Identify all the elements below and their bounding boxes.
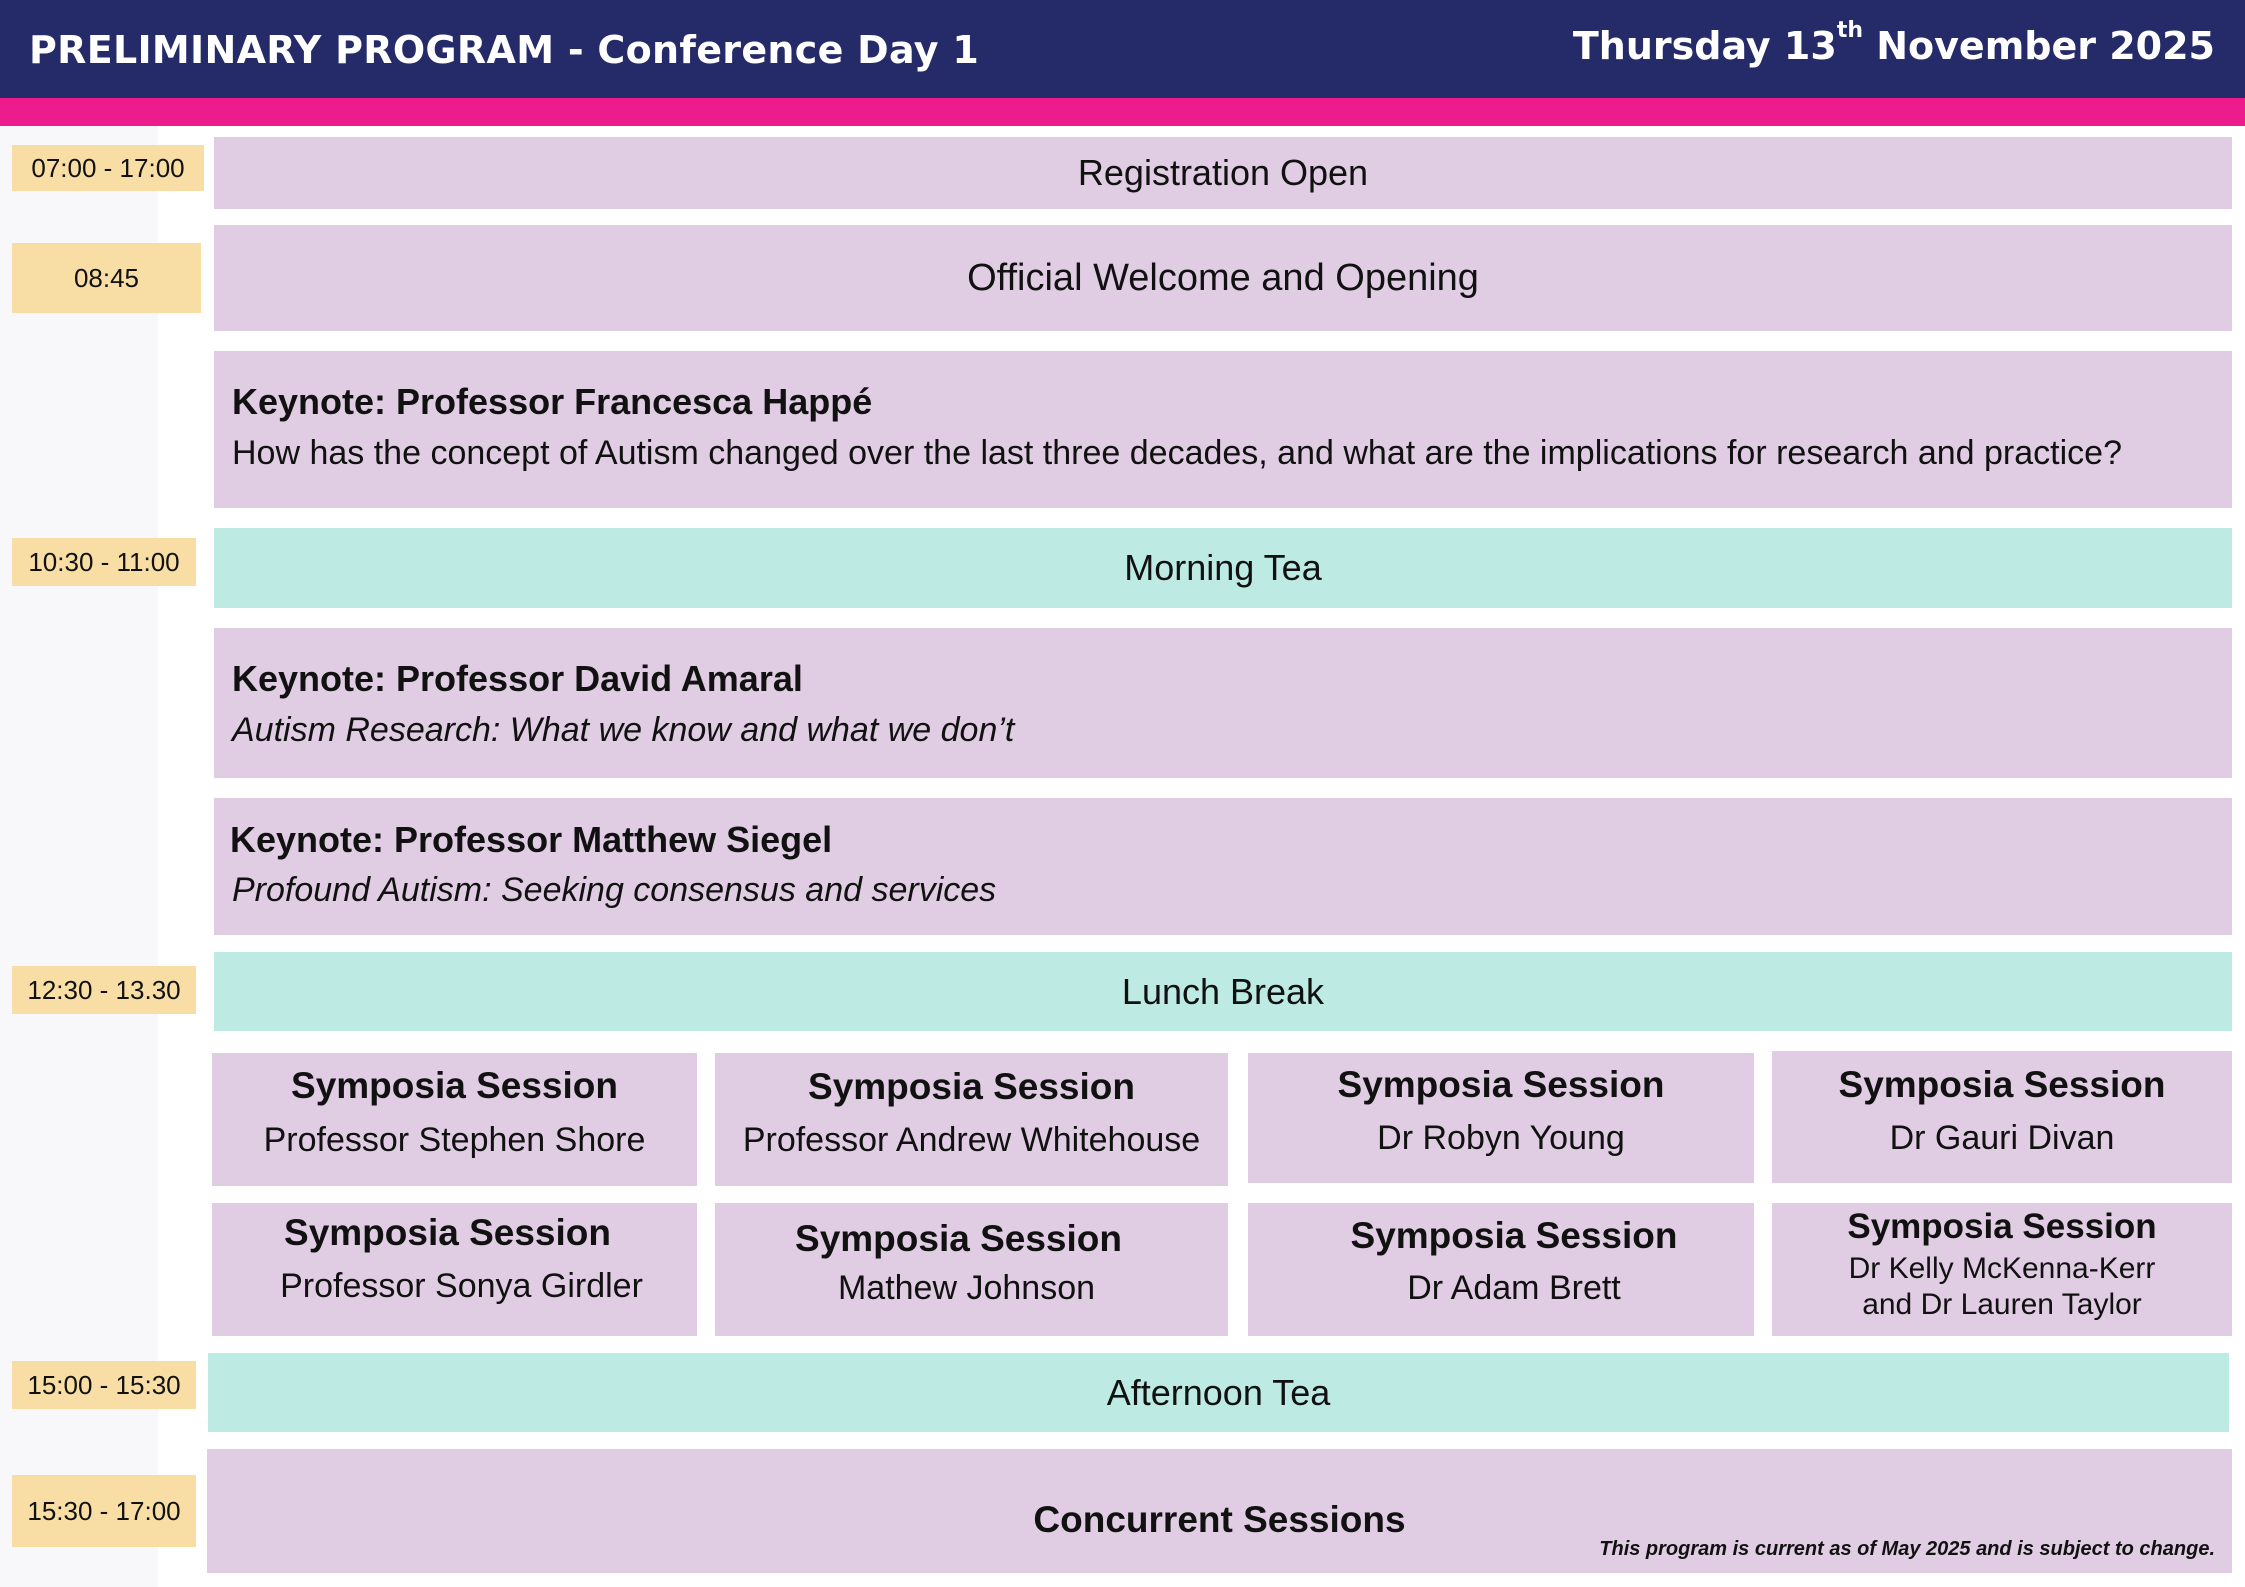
welcome-label: Official Welcome and Opening	[967, 256, 1479, 299]
symposium-4-presenter: Dr Gauri Divan	[1889, 1119, 2115, 1157]
symposium-7-title: Symposia Session	[1350, 1215, 1678, 1256]
time-afternoon-tea: 15:00 - 15:30	[12, 1361, 196, 1409]
keynote-1	[214, 351, 2232, 508]
symposium-2-presenter: Professor Andrew Whitehouse	[742, 1121, 1201, 1159]
symposium-7-presenter: Dr Adam Brett	[1407, 1269, 1621, 1307]
program-title: PRELIMINARY PROGRAM - Conference Day 1	[29, 28, 980, 72]
time-registration: 07:00 - 17:00	[12, 145, 204, 191]
symposium-5-presenter: Professor Sonya Girdler	[280, 1267, 643, 1305]
symposium-8-title: Symposia Session	[1847, 1207, 2157, 1246]
symposium-4-title: Symposia Session	[1838, 1064, 2166, 1105]
morning-tea-block	[214, 528, 2232, 608]
program-date	[1572, 18, 2215, 68]
time-welcome: 08:45	[12, 243, 201, 313]
symposium-6-presenter: Mathew Johnson	[837, 1269, 1096, 1307]
afternoon-tea-label: Afternoon Tea	[1106, 1371, 1331, 1413]
symposium-1-presenter: Professor Stephen Shore	[263, 1121, 646, 1159]
disclaimer: This program is current as of May 2025 and is subject to change.	[1599, 1538, 2215, 1560]
symposium-7	[1248, 1203, 1754, 1336]
symposium-5	[212, 1203, 697, 1336]
concurrent-block	[207, 1449, 2232, 1573]
keynote-2-subtitle: Autism Research: What we know and what we don’t	[232, 711, 1015, 749]
morning-tea-label: Morning Tea	[1124, 547, 1322, 588]
keynote-3-title: Keynote: Professor Matthew Siegel	[230, 819, 833, 860]
afternoon-tea-block	[208, 1353, 2229, 1432]
symposium-3-title: Symposia Session	[1337, 1064, 1665, 1105]
symposium-3	[1248, 1053, 1754, 1183]
keynote-3-subtitle: Profound Autism: Seeking consensus and services	[232, 871, 997, 909]
symposium-5-title: Symposia Session	[284, 1212, 611, 1253]
symposium-3-presenter: Dr Robyn Young	[1377, 1119, 1625, 1157]
concurrent-label: Concurrent Sessions	[1033, 1499, 1406, 1540]
date-rest: November 2025	[1863, 24, 2215, 68]
lunch-block	[214, 952, 2232, 1031]
symposium-8	[1772, 1203, 2232, 1336]
lunch-label: Lunch Break	[1121, 970, 1325, 1012]
symposium-6	[715, 1203, 1228, 1336]
registration-label: Registration Open	[1077, 152, 1369, 193]
keynote-1-subtitle: How has the concept of Autism changed over the last three decades, and what are the implications for research and practice?	[232, 434, 2122, 472]
date-prefix: Thursday 13	[1572, 24, 1837, 68]
time-morning-tea: 10:30 - 11:00	[12, 538, 196, 586]
keynote-2	[214, 628, 2232, 778]
accent-bar	[0, 98, 2245, 126]
symposium-1-title: Symposia Session	[291, 1065, 618, 1106]
welcome-block	[214, 225, 2232, 331]
keynote-1-title: Keynote: Professor Francesca Happé	[232, 381, 873, 422]
symposium-8-presenter-2: and Dr Lauren Taylor	[1862, 1288, 2142, 1321]
time-concurrent: 15:30 - 17:00	[12, 1475, 196, 1547]
registration-block	[214, 137, 2232, 209]
symposium-2	[715, 1053, 1228, 1186]
program-header	[0, 0, 2245, 98]
symposium-2-title: Symposia Session	[808, 1066, 1135, 1107]
symposium-1	[212, 1053, 697, 1186]
symposium-8-presenter: Dr Kelly McKenna-Kerr	[1848, 1252, 2156, 1285]
date-suffix: th	[1836, 18, 1864, 43]
keynote-3	[214, 798, 2232, 935]
time-lunch: 12:30 - 13.30	[12, 966, 196, 1014]
symposium-4	[1772, 1051, 2232, 1183]
symposium-6-title: Symposia Session	[795, 1218, 1122, 1259]
keynote-2-title: Keynote: Professor David Amaral	[232, 658, 803, 699]
